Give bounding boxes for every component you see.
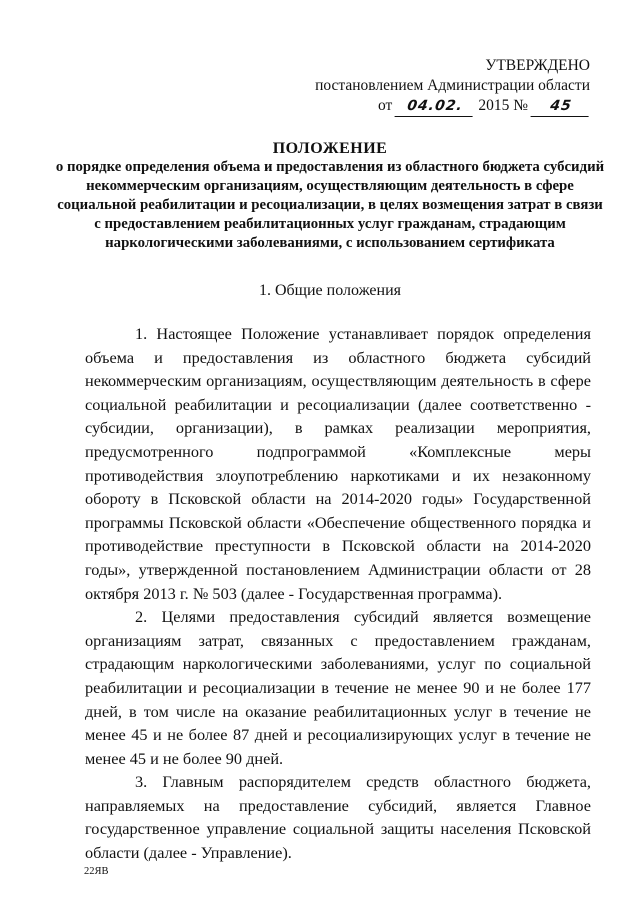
- approval-authority: постановлением Администрации области: [315, 77, 590, 94]
- handwritten-date: 04.02.: [395, 96, 476, 117]
- section-heading: 1. Общие положения: [258, 282, 402, 299]
- approval-date-line: [300, 96, 590, 117]
- document-subtitle: о порядке определения объема и предоставления из областного бюджета субсидий некоммерческим организациям, осуществляющим деятельность в сфере социальной реабилитации и ресоциализации, в целях возмещения затрат в связи с предоставлением реабилитационных услуг гражданам, страдающим наркологическими заболеваниями, с использованием сертификата: [55, 159, 605, 251]
- paragraph-3: 3. Главным распорядителем средств областного бюджета, направляемых на предоставление субсидий, является Главное государственное управление социальной защиты населения Псковской области (далее - Управление).: [85, 772, 591, 863]
- year-number-label: 2015 №: [478, 97, 528, 114]
- document-title: ПОЛОЖЕНИЕ: [272, 140, 388, 157]
- paragraph-2: 2. Целями предоставления субсидий является возмещение организациям затрат, связанных с предоставлением гражданам, страдающим наркологическими заболеваниями, услуг по социальной реабилитации и ресоциализации в течение не менее 90 и не более 177 дней, в том числе на оказание реабилитационных услуг в течение не менее 45 и не более 87 дней и ресоциализирующих услуг в течение не менее 45 и не более 90 дней.: [85, 607, 591, 768]
- approval-stamp: [300, 56, 590, 117]
- document-body: [85, 322, 591, 865]
- footer-code: 22ЯВ: [84, 866, 109, 877]
- paragraph-1: 1. Настоящее Положение устанавливает порядок определения объема и предоставления из областного бюджета субсидий некоммерческим организациям, осуществляющим деятельность в сфере социальной реабилитации и ресоциализации (далее соответственно - субсидии, организации), в рамках реализации мероприятия, предусмотренного подпрограммой «Комплексные меры противодействия злоупотреблению наркотиками и их незаконному обороту в Псковской области на 2014-2020 годы» Государственной программы Псковской области «Обеспечение общественного порядка и противодействие преступности в Псковской области на 2014-2020 годы», утвержденной постановлением Администрации области от 28 октября 2013 г. № 503 (далее - Государственная программа).: [85, 324, 591, 603]
- date-prefix: от: [378, 97, 393, 114]
- approval-title: УТВЕРЖДЕНО: [485, 57, 590, 74]
- handwritten-number: 45: [531, 96, 592, 117]
